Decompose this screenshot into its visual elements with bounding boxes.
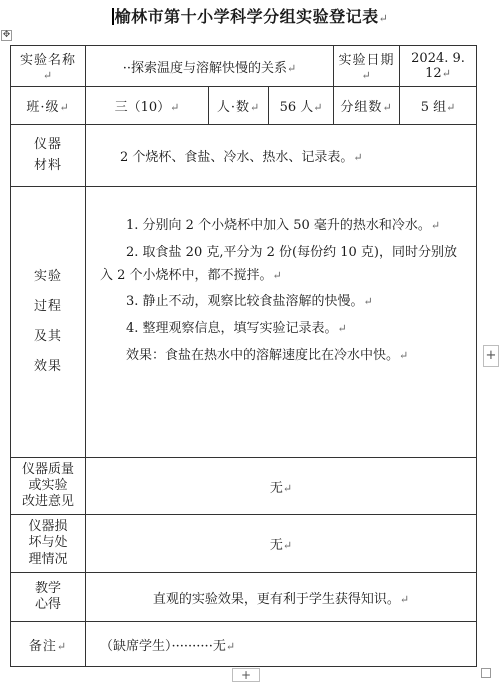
value-people[interactable]: 56 人↵	[269, 87, 334, 125]
value-quality[interactable]: 无↵	[86, 458, 477, 515]
label-materials-line1: 仪器	[33, 137, 62, 153]
add-row-plus-icon[interactable]: +	[232, 668, 260, 682]
process-step-2: 2. 取食盐 20 克,平分为 2 份(每份约 10 克)，同时分别放入 2 个小烧杯中，都不搅拌。↵	[100, 244, 457, 283]
label-quality[interactable]	[11, 458, 86, 515]
label-reflection-line1: 教学	[34, 580, 61, 596]
label-class[interactable]: 班·级↵	[11, 87, 86, 125]
process-step-3: 3. 静止不动，观察比较食盐溶解的快慢。↵	[126, 294, 373, 310]
label-process-line3: 及其	[33, 329, 62, 344]
label-reflection-line2: 心得	[34, 597, 61, 612]
paragraph-mark: ↵	[378, 12, 389, 25]
process-result: 效果：食盐在热水中的溶解速度比在冷水中快。↵	[126, 347, 409, 363]
value-process[interactable]	[86, 187, 477, 458]
label-experiment-date[interactable]: 实验日期↵	[334, 46, 400, 87]
value-materials[interactable]: 2 个烧杯、食盐、冷水、热水、记录表。↵	[86, 125, 477, 187]
label-group-count[interactable]: 分组数↵	[334, 87, 400, 125]
label-damage[interactable]	[11, 515, 86, 573]
experiment-register-table	[10, 45, 477, 667]
label-process-line2: 过程	[33, 299, 62, 315]
add-column-plus-icon[interactable]: +	[483, 345, 499, 367]
label-quality-line1: 仪器质量	[21, 461, 74, 477]
label-process[interactable]	[11, 187, 86, 458]
label-materials-line2: 材料	[33, 157, 62, 173]
row-reflection	[11, 573, 477, 622]
label-damage-line2: 坏与处	[28, 535, 68, 551]
value-class[interactable]: 三（10）↵	[86, 87, 209, 125]
label-remarks[interactable]: 备注↵	[11, 622, 86, 667]
label-process-line4: 效果	[33, 358, 62, 374]
row-damage	[11, 515, 477, 573]
label-process-line1: 实验	[33, 269, 62, 285]
value-experiment-name[interactable]: ··探索温度与溶解快慢的关系↵	[86, 46, 334, 87]
label-materials[interactable]	[11, 125, 86, 187]
value-reflection[interactable]: 直观的实验效果，更有利于学生获得知识。↵	[86, 573, 477, 622]
label-quality-line3: 改进意见	[21, 494, 74, 510]
document-title	[0, 4, 500, 27]
row-process	[11, 187, 477, 458]
label-damage-line3: 理情况	[28, 551, 68, 567]
row-quality	[11, 458, 477, 515]
label-damage-line1: 仪器损	[28, 519, 68, 535]
label-reflection[interactable]	[11, 573, 86, 622]
document-title-text: 榆林市第十小学科学分组实验登记表	[114, 7, 379, 26]
row-experiment-name	[11, 46, 477, 87]
table-move-handle-icon[interactable]: ✥	[2, 30, 11, 40]
process-step-4: 4. 整理观察信息，填写实验记录表。↵	[126, 321, 347, 336]
row-materials	[11, 125, 477, 187]
row-class-info	[11, 87, 477, 125]
label-quality-line2: 或实验	[28, 477, 68, 493]
value-experiment-date[interactable]: 2024. 9. 12↵	[400, 46, 477, 87]
value-group-count[interactable]: 5 组↵	[400, 87, 477, 125]
label-people[interactable]: 人·数↵	[209, 87, 269, 125]
value-damage[interactable]: 无↵	[86, 515, 477, 573]
table-resize-handle-icon[interactable]	[481, 668, 491, 678]
row-remarks	[11, 622, 477, 667]
value-remarks[interactable]: （缺席学生）··········无↵	[86, 622, 477, 667]
label-experiment-name[interactable]: 实验名称↵	[11, 46, 86, 87]
process-step-1: 1. 分别向 2 个小烧杯中加入 50 毫升的热水和冷水。↵	[126, 218, 441, 233]
text-cursor	[112, 8, 114, 25]
